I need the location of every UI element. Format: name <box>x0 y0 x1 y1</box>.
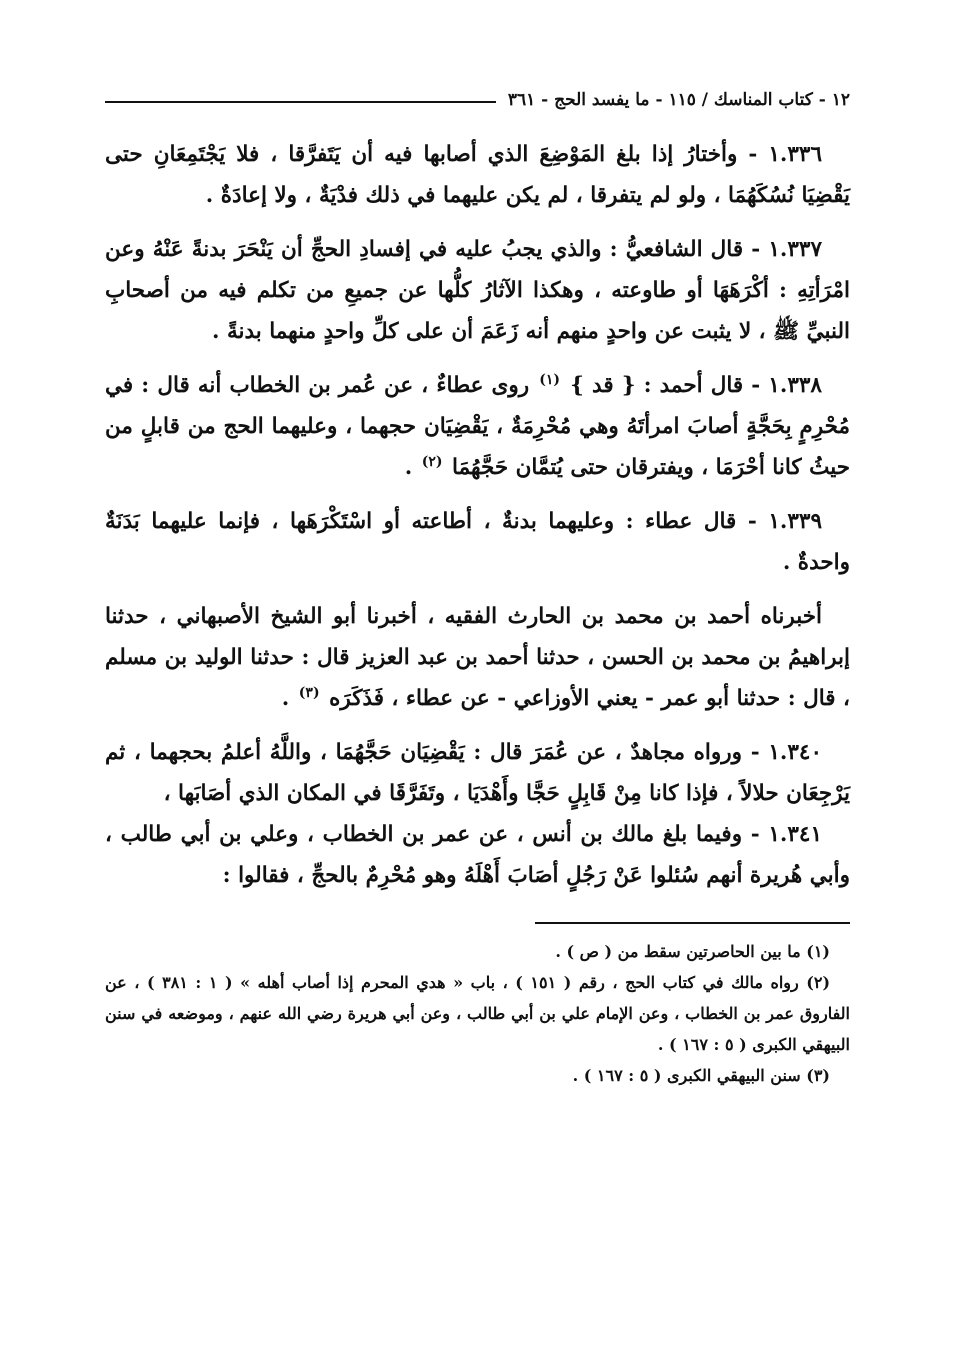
paragraph-1336: ١.٣٣٦ - وأختارُ إذا بلغ المَوْضِعَ الذي أصابها فيه أن يَتَفرَّقا ، فلا يَجْتَمِعَانِ حتى يَقْضِيَا نُسُكَهُمَا ، ولو لم يتفرقا ، لم يكن عليهما في ذلك فدْيَةٌ ، ولا إعادَةٌ . <box>105 142 850 208</box>
running-head <box>105 82 850 118</box>
main-text <box>105 134 850 896</box>
running-head-rule <box>105 101 496 103</box>
footnote-3: (٣) سنن البيهقي الكبرى ( ٥ : ١٦٧ ) . <box>572 1066 830 1085</box>
paragraph-1338 <box>105 365 850 488</box>
paragraph-1337: ١.٣٣٧ - قال الشافعيُّ : والذي يجبُ عليه في إفسادِ الحجِّ أن يَنْحَرَ بدنةً عَنْهُ وعن امْرَأتِهِ : أكْرَهَهَا أو طاوعته ، وهكذا الآثارُ كلُّها عن جميعِ من تكلم فيه من أصحابِ النبيِّ ﷺ ، لا يثبت عن واحدٍ منهم أنه زَعَمَ أن على كلِّ واحدٍ منهما بدنةً . <box>105 237 850 344</box>
footnote-2: (٢) رواه مالك في كتاب الحج ، رقم ( ١٥١ ) ، باب « هدي المحرم إذا أصاب أهله » ( ١ : ٣٨١ ) ، عن الفاروق عمر بن الخطاب ، وعن الإمام علي بن أبي طالب ، وعن أبي هريرة رضي الله عنهم ، وموضعه في سنن البيهقي الكبرى ( ٥ : ١٦٧ ) . <box>105 973 850 1054</box>
paragraph-1340: ١.٣٤٠ - ورواه مجاهدٌ ، عن عُمَرَ قال : يَقْضِيَان حَجَّهُمَا ، واللَّهُ أعلمُ بحجهما ، ثم يَرْجِعَان حلالاً ، فإذا كانا مِنْ قَابِلٍ حَجَّا وأَهْدَيَا ، وتَفَرَّقَا في المكان الذي أصَابَها ، <box>105 740 850 806</box>
footnote-ref-1: (١) <box>539 371 561 388</box>
footnote-separator <box>535 922 850 924</box>
paragraph-1338-end: . <box>404 455 413 480</box>
footnote-1: (١) ما بين الحاصرتين سقط من ( ص ) . <box>555 942 830 961</box>
paragraph-isnad-end: . <box>281 686 290 711</box>
paragraph-1338-start: ١.٣٣٨ - قال أحمد : { قد } <box>570 373 822 398</box>
footnotes <box>105 936 850 1091</box>
book-page <box>105 82 850 1091</box>
paragraph-1341: ١.٣٤١ - وفيما بلغ مالك بن أنس ، عن عمر بن الخطاب ، وعلي بن أبي طالب ، وأبي هُريرة أنهم سُئلوا عَنْ رَجُلٍ أصَابَ أَهْلَهُ وهو مُحْرِمٌ بالحجِّ ، فقالوا : <box>105 822 850 888</box>
footnote-ref-3: (٣) <box>298 684 320 701</box>
footnote-ref-2: (٢) <box>421 453 443 470</box>
paragraph-isnad <box>105 596 850 719</box>
paragraph-1338-body: روى عطاءٌ ، عن عُمر بن الخطاب أنه قال : في مُحْرِمٍ بِحَجَّةٍ أصابَ امرأتَهُ وهي مُحْرِمَةٌ ، يَقْضِيَان حجهما ، وعليهما الحج من قابلٍ من حيثُ كانا أحْرَمَا ، ويفترقان حتى يُتمَّان حَجَّهُمَا <box>105 373 850 480</box>
paragraph-isnad-body: أخبرناه أحمد بن محمد بن الحارث الفقيه ، أخبرنا أبو الشيخ الأصبهاني ، حدثنا إبراهيمُ بن محمد بن الحسن ، حدثنا أحمد بن عبد العزيز قال : حدثنا الوليد بن مسلم ، قال : حدثنا أبو عمر - يعني الأوزاعي - عن عطاء ، فَذَكَرَه <box>105 604 850 711</box>
running-head-text: ١٢ - كتاب المناسك / ١١٥ - ما يفسد الحج - ٣٦١ <box>507 90 850 110</box>
paragraph-1339: ١.٣٣٩ - قال عطاء : وعليهما بدنةٌ ، أطاعته أو اسْتَكْرَهَها ، فإنما عليهما بَدَنَةٌ واحدةٌ . <box>105 509 850 575</box>
